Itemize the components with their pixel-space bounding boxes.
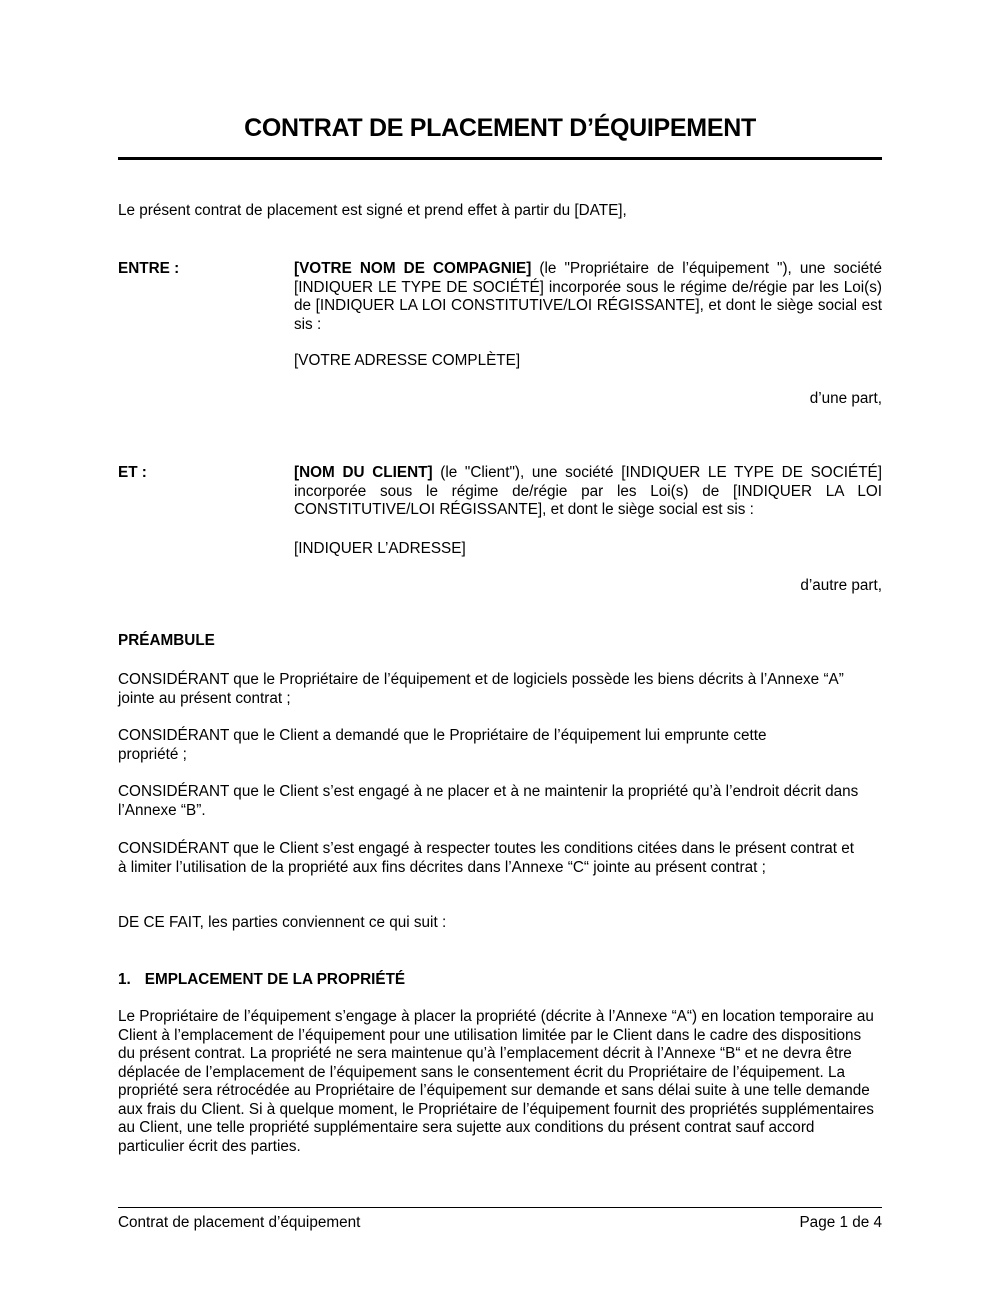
party-1-text: (le "Propriétaire de l’équipement "), une société [INDIQUER LE TYPE DE SOCIÉTÉ] incorporée sous le régime de/régie par les Loi(s) de [INDIQUER LA LOI CONSTITUTIVE/LOI RÉGISSANTE], et dont le siège social est sis : — [294, 260, 882, 333]
section-1-title: EMPLACEMENT DE LA PROPRIÉTÉ — [144, 971, 406, 988]
party-2-address: [INDIQUER L’ADRESSE] — [294, 540, 466, 557]
section-1-heading — [118, 971, 405, 989]
section-1-body: Le Propriétaire de l’équipement s’engage à placer la propriété (décrite à l’Annexe “A“) en location temporaire au Client à l’emplacement de l’équipement pour une utilisation limitée par le Client dans le cadre des dispositions du présent contrat. La propriété ne sera maintenue qu’à l’emplacement décrit à l’Annexe “B“ et ne devra être déplacée de l’emplacement de l’équipement sans le consentement écrit du Propriétaire de l’équipement. La propriété sera rétrocédée au Propriétaire de l’équipement sur demande et sans délai suite à une telle demande aux frais du Client. Si à quelque moment, le Propriétaire de l’équipement fournit des propriétés supplémentaires au Client, une telle propriété supplémentaire sera sujette aux conditions du présent contrat sauf accord particulier écrit des parties. — [118, 1008, 874, 1155]
section-1-number: 1. — [118, 971, 131, 988]
intro-paragraph: Le présent contrat de placement est signé et prend effet à partir du [DATE], — [118, 202, 627, 219]
preamble-paragraph-5: DE CE FAIT, les parties conviennent ce qui suit : — [118, 914, 447, 931]
footer-page-number: Page 1 de 4 — [799, 1214, 882, 1231]
party-2-text: (le "Client"), une société [INDIQUER LE TYPE DE SOCIÉTÉ] incorporée sous le régime de/régie par les Loi(s) de [INDIQUER LA LOI CONSTITUTIVE/LOI RÉGISSANTE], et dont le siège social est sis : — [294, 464, 882, 518]
party-1-description — [294, 260, 882, 334]
footer-document-name: Contrat de placement d’équipement — [118, 1214, 361, 1231]
party-1-label: ENTRE : — [118, 260, 180, 277]
document-title: CONTRAT DE PLACEMENT D’ÉQUIPEMENT — [244, 114, 756, 142]
party-2-label: ET : — [118, 464, 147, 481]
party-2-name: [NOM DU CLIENT] — [294, 464, 433, 481]
party-2-side: d’autre part, — [800, 577, 882, 594]
footer-divider — [118, 1207, 882, 1208]
party-1-address: [VOTRE ADRESSE COMPLÈTE] — [294, 352, 521, 369]
party-2-description — [294, 464, 882, 520]
preamble-heading: PRÉAMBULE — [118, 632, 215, 649]
preamble-paragraph-4: CONSIDÉRANT que le Client s’est engagé à respecter toutes les conditions citées dans le présent contrat et à limiter l’utilisation de la propriété aux fins décrites dans l’Annexe “C“ jointe au présent contrat ; — [118, 840, 855, 876]
preamble-paragraph-1: CONSIDÉRANT que le Propriétaire de l’équipement et de logiciels possède les biens décrits à l’Annexe “A” jointe au présent contrat ; — [118, 671, 844, 707]
party-1-side: d’une part, — [809, 390, 882, 407]
preamble-paragraph-2: CONSIDÉRANT que le Client a demandé que le Propriétaire de l’équipement lui emprunte cette propriété ; — [118, 727, 767, 763]
party-1-name: [VOTRE NOM DE COMPAGNIE] — [294, 260, 532, 277]
document-page — [118, 0, 882, 1290]
title-divider — [118, 157, 882, 160]
preamble-paragraph-3: CONSIDÉRANT que le Client s’est engagé à ne placer et à ne maintenir la propriété qu’à l’endroit décrit dans l’Annexe “B”. — [118, 783, 859, 819]
